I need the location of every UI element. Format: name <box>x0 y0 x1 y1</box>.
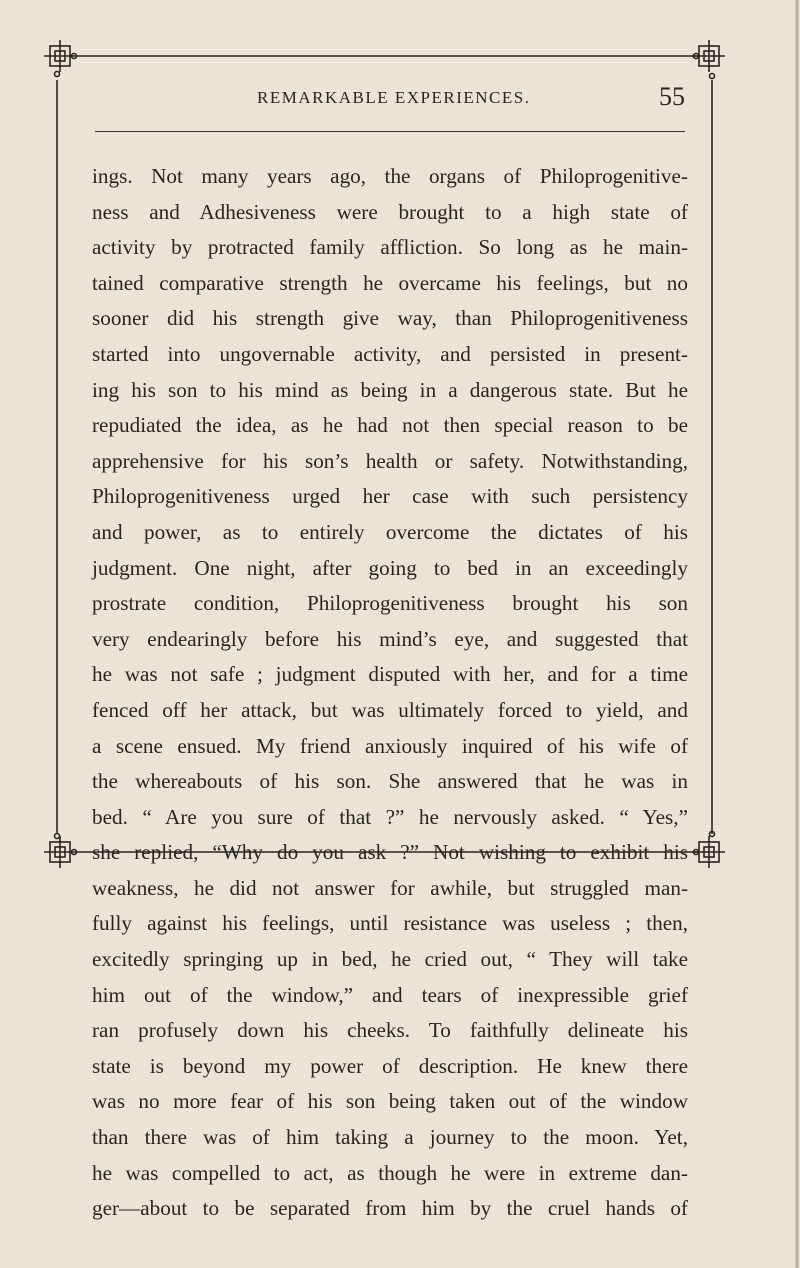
text-line: weakness, he did not answer for awhile, but struggled man- <box>92 875 688 900</box>
text-line: apprehensive for his son’s health or safety. Notwithstanding, <box>92 448 688 473</box>
running-title: REMARKABLE EXPERIENCES. <box>257 88 531 107</box>
text-line: judgment. One night, after going to bed in an exceedingly <box>92 555 688 580</box>
corner-ornament-top-left-icon <box>44 40 78 77</box>
header-rule <box>95 131 685 132</box>
corner-ornament-bottom-right-icon <box>692 832 725 869</box>
text-line: state is beyond my power of description. He knew there <box>92 1053 688 1078</box>
text-line: than there was of him taking a journey to the moon. Yet, <box>92 1125 688 1150</box>
text-line: very endearingly before his mind’s eye, and suggested that <box>92 626 688 651</box>
text-line: fully against his feelings, until resistance was useless ; then, <box>92 911 688 936</box>
text-line: ness and Adhesiveness were brought to a high state of <box>92 199 688 224</box>
page-number: 55 <box>659 82 685 111</box>
body-text <box>92 159 688 1227</box>
text-line: excitedly springing up in bed, he cried out, “ They will take <box>92 947 688 972</box>
text-line: bed. “ Are you sure of that ?” he nervously asked. “ Yes,” <box>92 804 688 829</box>
text-line: activity by protracted family affliction. So long as he main- <box>92 235 688 260</box>
corner-ornament-top-right-icon <box>692 40 725 79</box>
text-line: fenced off her attack, but was ultimately forced to yield, and <box>92 697 688 722</box>
running-header <box>95 82 685 116</box>
text-line: and power, as to entirely overcome the dictates of his <box>92 519 688 544</box>
text-line: he was compelled to act, as though he were in extreme dan- <box>92 1160 688 1185</box>
text-line: prostrate condition, Philoprogenitiveness brought his son <box>92 591 688 616</box>
text-line: ings. Not many years ago, the organs of Philoprogenitive- <box>92 164 688 188</box>
text-line: she replied, “Why do you ask ?” Not wishing to exhibit his <box>92 840 688 865</box>
text-line: Philoprogenitiveness urged her case with such persistency <box>92 484 688 509</box>
corner-ornament-bottom-left-icon <box>44 834 78 869</box>
text-line: he was not safe ; judgment disputed with her, and for a time <box>92 662 688 687</box>
text-line: repudiated the idea, as he had not then special reason to be <box>92 413 688 438</box>
text-line: him out of the window,” and tears of inexpressible grief <box>92 982 688 1007</box>
text-line: a scene ensued. My friend anxiously inquired of his wife of <box>92 733 688 758</box>
text-line: ger—about to be separated from him by the cruel hands of <box>92 1196 688 1221</box>
text-line: sooner did his strength give way, than Philoprogenitiveness <box>92 306 688 331</box>
text-line: was no more fear of his son being taken out of the window <box>92 1089 688 1114</box>
text-line: ran profusely down his cheeks. To faithfully delineate his <box>92 1018 688 1043</box>
text-line: ing his son to his mind as being in a dangerous state. But he <box>92 377 688 402</box>
text-line: started into ungovernable activity, and persisted in present- <box>92 341 688 366</box>
text-line: the whereabouts of his son. She answered that he was in <box>92 769 688 794</box>
text-line: tained comparative strength he overcame his feelings, but no <box>92 270 688 295</box>
